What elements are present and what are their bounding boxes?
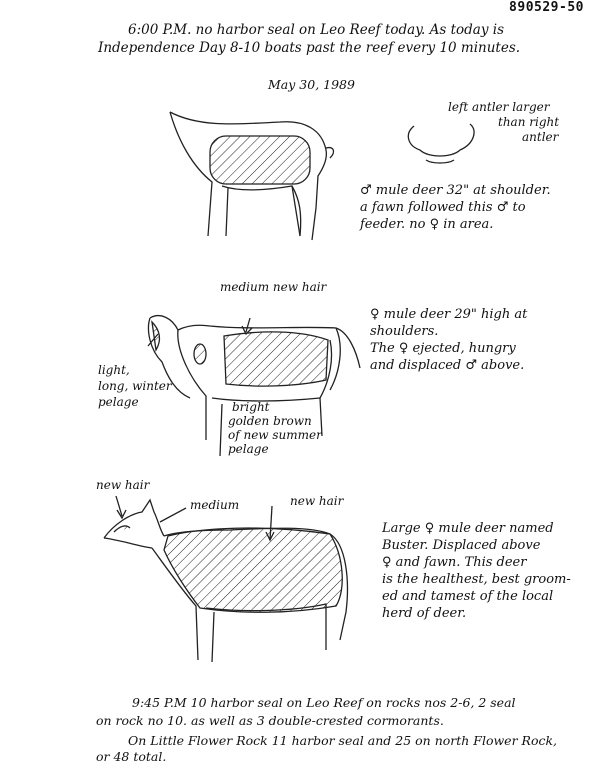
entry-date: May 30, 1989 xyxy=(268,77,355,92)
antler-note-line-1: left antler larger xyxy=(448,100,550,114)
page-code: 890529-50 xyxy=(509,0,584,15)
label-winter-pelage xyxy=(98,362,172,410)
sketch-1-description xyxy=(360,182,551,233)
header-line-2: Independence Day 8-10 boats past the reef every 10 minutes. xyxy=(98,40,521,56)
sketch-2-desc-line-1: ♀ mule deer 29" high at xyxy=(370,307,528,322)
label-medium-new-hair: medium new hair xyxy=(220,280,327,294)
sketch-2-desc-line-3: The ♀ ejected, hungry xyxy=(370,341,516,356)
footer-line-3: On Little Flower Rock 11 harbor seal and 25 on north Flower Rock, xyxy=(128,733,558,748)
sketch-3-desc-line-2: Buster. Displaced above xyxy=(382,538,541,553)
label-summer-pelage xyxy=(228,400,322,456)
sketch-3-desc-line-4: is the healthest, best groom- xyxy=(382,572,571,587)
label-medium: medium xyxy=(190,498,240,512)
label-summer-pelage-line-2: golden brown xyxy=(228,414,312,428)
sketch-3-desc-line-5: ed and tamest of the local xyxy=(382,589,554,604)
sketch-2-desc-line-2: shoulders. xyxy=(370,324,439,339)
label-new-hair-left: new hair xyxy=(96,478,150,492)
sketch-1-desc-line-1: ♂ mule deer 32" at shoulder. xyxy=(360,183,551,198)
footer-line-2: on rock no 10. as well as 3 double-crested cormorants. xyxy=(96,713,444,728)
label-winter-pelage-line-3: pelage xyxy=(98,395,139,409)
label-new-hair-right: new hair xyxy=(290,494,344,508)
label-summer-pelage-line-4: pelage xyxy=(228,442,269,456)
sketch-3-desc-line-1: Large ♀ mule deer named xyxy=(382,521,554,536)
antler-note-line-3: antler xyxy=(522,130,559,144)
sketch-2-desc-line-4: and displaced ♂ above. xyxy=(370,358,525,373)
sketch-1-male-deer xyxy=(170,112,333,240)
label-summer-pelage-line-1: bright xyxy=(232,400,270,414)
label-winter-pelage-line-2: long, winter xyxy=(98,379,172,393)
sketch-3-desc-line-6: herd of deer. xyxy=(382,606,467,621)
header-line-1: 6:00 P.M. no harbor seal on Leo Reef today. As today is xyxy=(128,22,505,38)
sketch-3-description xyxy=(382,520,571,622)
sketch-3-desc-line-3: ♀ and fawn. This deer xyxy=(382,555,527,570)
label-summer-pelage-line-3: of new summer xyxy=(228,428,322,442)
label-winter-pelage-line-1: light, xyxy=(98,363,130,377)
sketch-1-desc-line-2: a fawn followed this ♂ to xyxy=(360,200,526,215)
antler-note xyxy=(448,100,559,145)
footer-line-4: or 48 total. xyxy=(96,749,167,764)
sketch-2-description xyxy=(370,306,527,374)
sketch-1-desc-line-3: feeder. no ♀ in area. xyxy=(360,217,494,232)
sketch-3-buster xyxy=(104,496,347,662)
footer-line-1: 9:45 P.M 10 harbor seal on Leo Reef on rocks nos 2-6, 2 seal xyxy=(132,695,516,710)
antler-note-line-2: than right xyxy=(498,115,560,129)
